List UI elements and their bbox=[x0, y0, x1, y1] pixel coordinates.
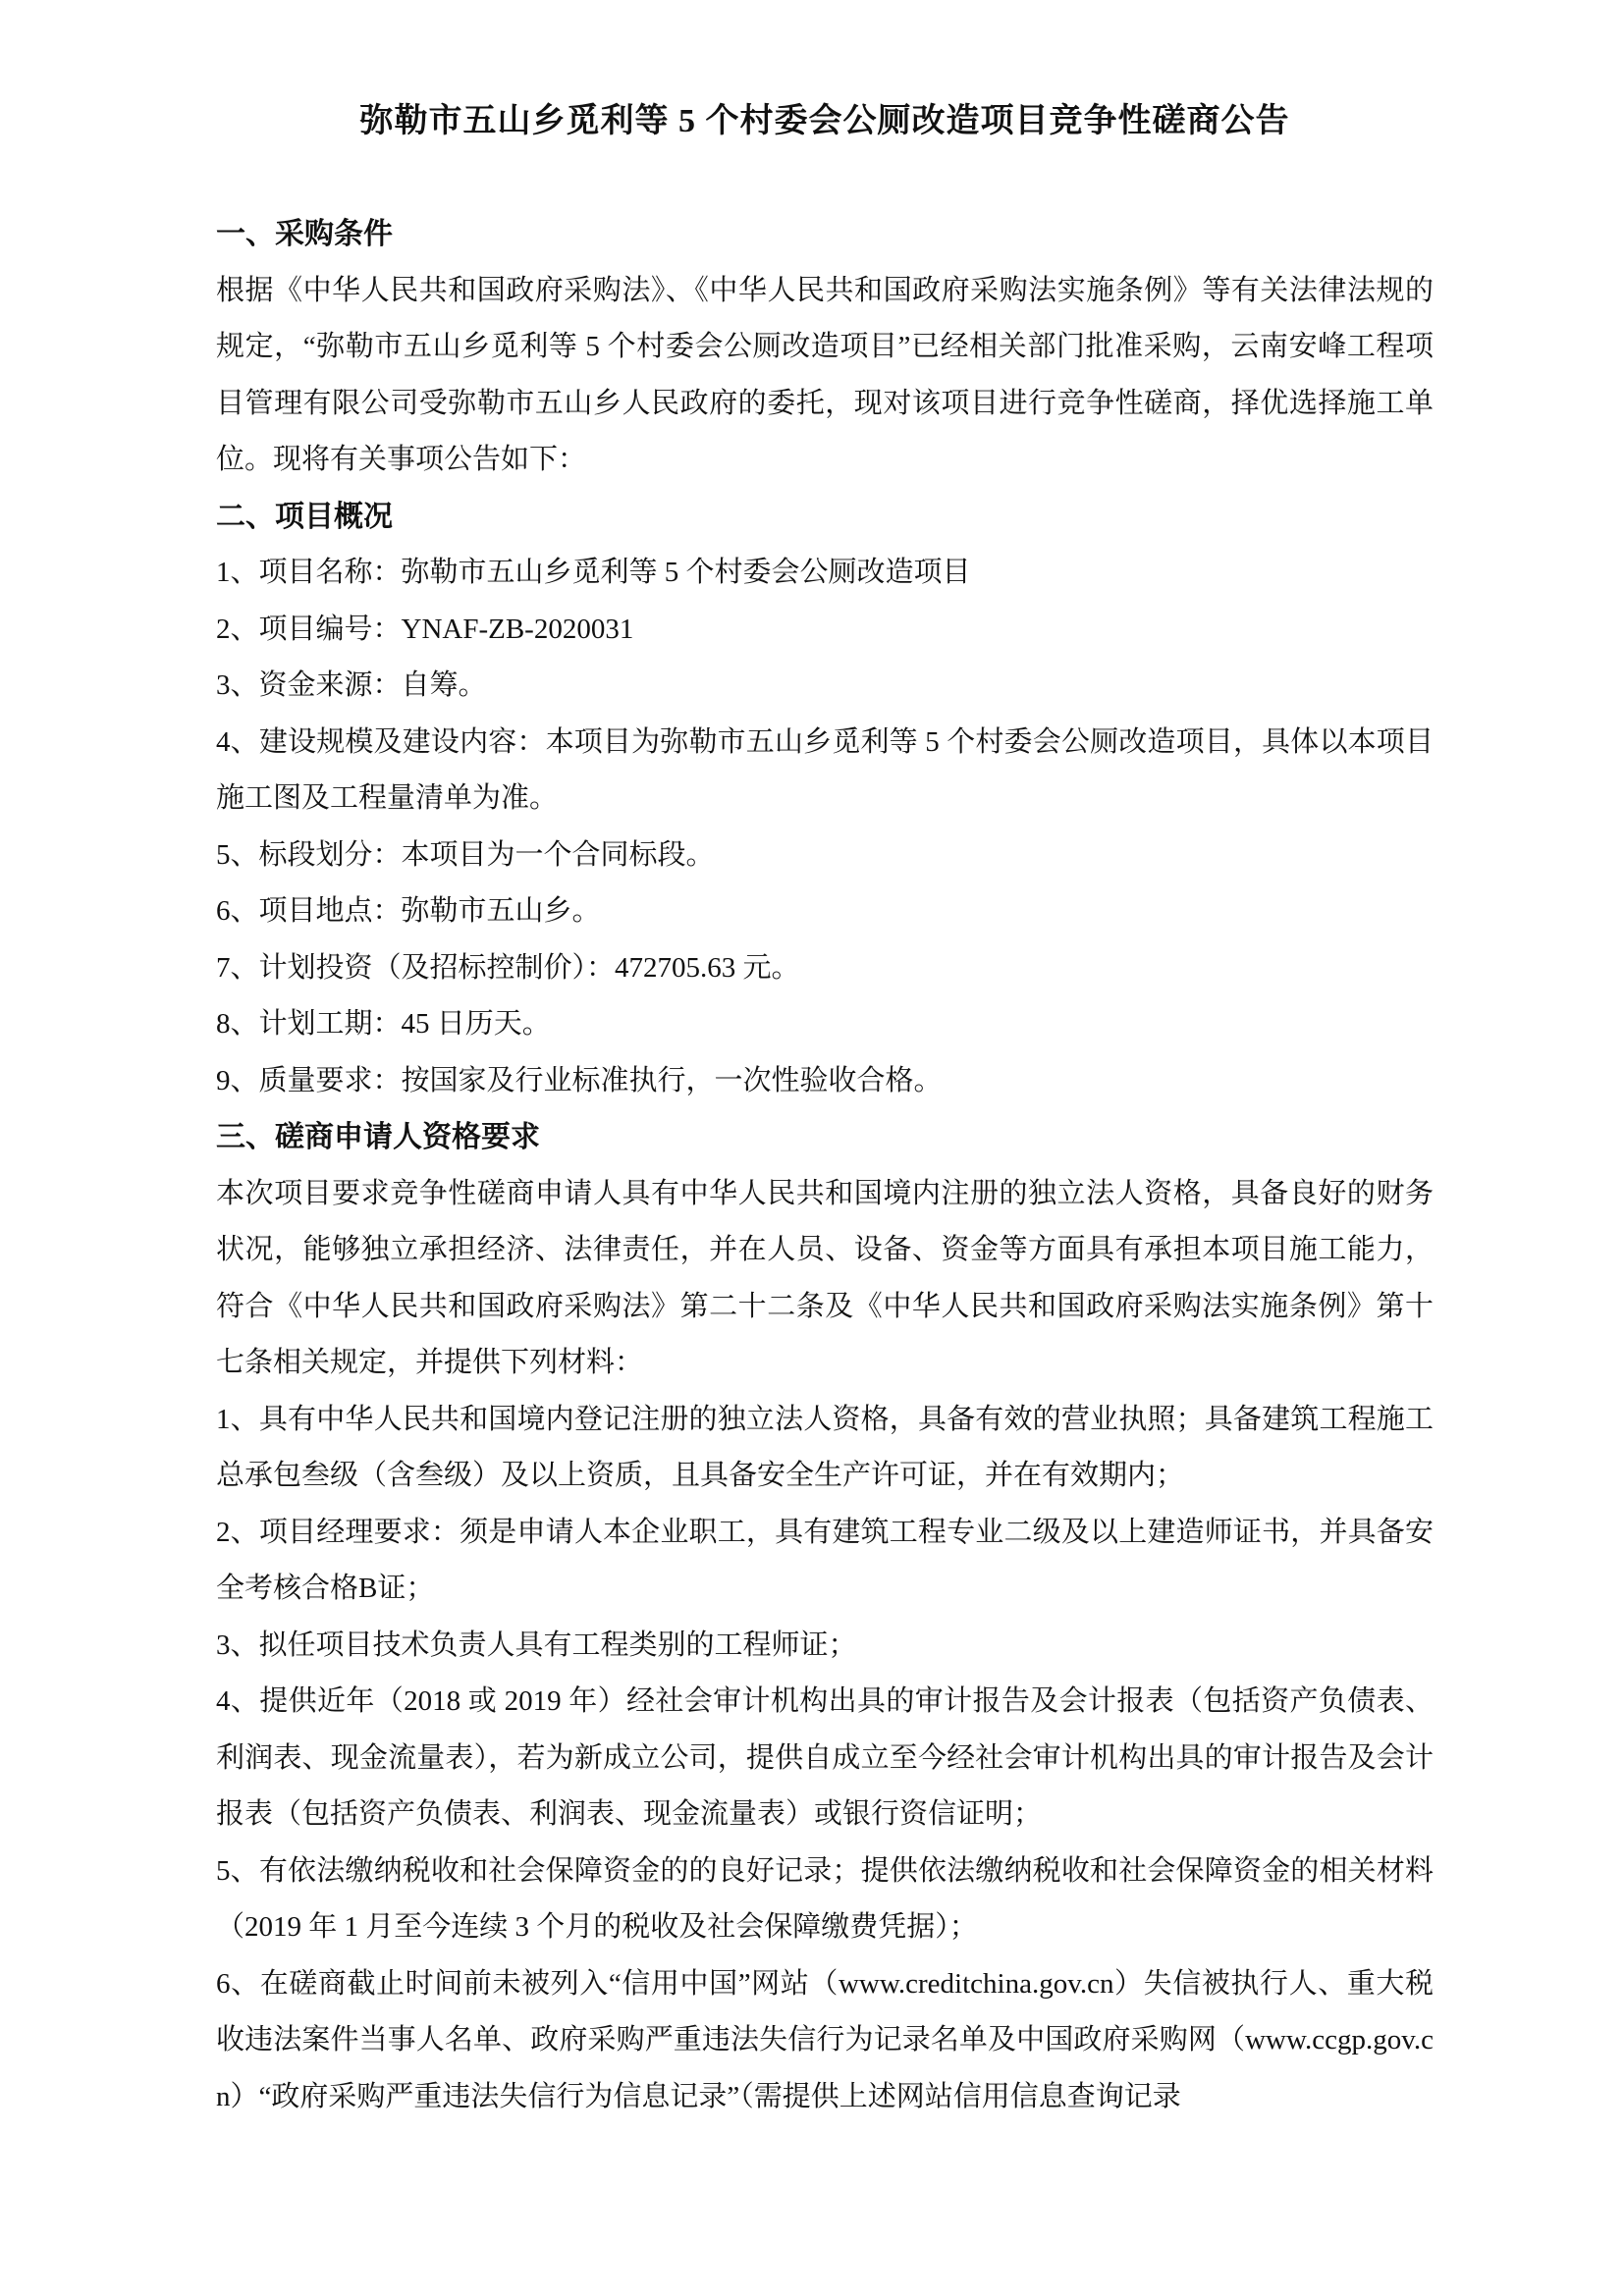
section-heading-project-overview: 二、项目概况 bbox=[216, 500, 393, 533]
item-project-location: 6、项目地点：弥勒市五山乡。 bbox=[216, 895, 601, 927]
section-heading-applicant-qualifications: 三、磋商申请人资格要求 bbox=[216, 1121, 540, 1153]
item-project-name: 1、项目名称：弥勒市五山乡觅利等 5 个村委会公厕改造项目 bbox=[216, 557, 971, 588]
section-heading-procurement-conditions: 一、采购条件 bbox=[216, 218, 393, 250]
item-funding-source: 3、资金来源：自筹。 bbox=[216, 669, 487, 701]
item-planned-duration: 8、计划工期：45 日历天。 bbox=[216, 1008, 551, 1040]
item-legal-person-qualification: 1、具有中华人民共和国境内登记注册的独立法人资格，具备有效的营业执照；具备建筑工程施工总承包叁级（含叁级）及以上资质，且具备安全生产许可证，并在有效期内； bbox=[216, 1403, 1434, 1491]
paragraph-procurement-basis: 根据《中华人民共和国政府采购法》、《中华人民共和国政府采购法实施条例》等有关法律法规的规定，“弥勒市五山乡觅利等 5 个村委会公厕改造项目”已经相关部门批准采购，云南安峰工程项目管理有限公司受弥勒市五山乡人民政府的委托，现对该项目进行竞争性磋商，择优选择施工单位。现将有关事项公告如下： bbox=[216, 274, 1434, 475]
item-technical-director-requirement: 3、拟任项目技术负责人具有工程类别的工程师证； bbox=[216, 1629, 857, 1661]
item-construction-scope: 4、建设规模及建设内容：本项目为弥勒市五山乡觅利等 5 个村委会公厕改造项目，具体以本项目施工图及工程量清单为准。 bbox=[216, 725, 1434, 814]
item-planned-investment: 7、计划投资（及招标控制价）：472705.63 元。 bbox=[216, 951, 800, 984]
item-audit-report-requirement: 4、提供近年（2018 或 2019 年）经社会审计机构出具的审计报告及会计报表（包括资产负债表、利润表、现金流量表），若为新成立公司，提供自成立至今经社会审计机构出具的审计报告及会计报表（包括资产负债表、利润表、现金流量表）或银行资信证明； bbox=[216, 1685, 1434, 1830]
paragraph-qualification-intro: 本次项目要求竞争性磋商申请人具有中华人民共和国境内注册的独立法人资格，具备良好的财务状况，能够独立承担经济、法律责任，并在人员、设备、资金等方面具有承担本项目施工能力，符合《中华人民共和国政府采购法》第二十二条及《中华人民共和国政府采购法实施条例》第十七条相关规定，并提供下列材料： bbox=[216, 1177, 1434, 1378]
item-tax-social-security-requirement: 5、有依法缴纳税收和社会保障资金的的良好记录；提供依法缴纳税收和社会保障资金的相关材料（2019 年 1 月至今连续 3 个月的税收及社会保障缴费凭据）； bbox=[216, 1854, 1434, 1943]
item-project-number: 2、项目编号：YNAF-ZB-2020031 bbox=[216, 613, 634, 645]
item-project-manager-requirement: 2、项目经理要求：须是申请人本企业职工，具有建筑工程专业二级及以上建造师证书，并具备安全考核合格B证； bbox=[216, 1516, 1434, 1604]
document-title: 弥勒市五山乡觅利等 5 个村委会公厕改造项目竞争性磋商公告 bbox=[359, 103, 1290, 139]
item-credit-record-requirement: 6、在磋商截止时间前未被列入“信用中国”网站（www.creditchina.gov.cn）失信被执行人、重大税收违法案件当事人名单、政府采购严重违法失信行为记录名单及中国政府采购网（www.ccgp.gov.cn）“政府采购严重违法失信行为信息记录”（需提供上述网站信用信息查询记录 bbox=[216, 1967, 1434, 2112]
item-bid-section-division: 5、标段划分：本项目为一个合同标段。 bbox=[216, 838, 715, 871]
item-quality-requirement: 9、质量要求：按国家及行业标准执行，一次性验收合格。 bbox=[216, 1064, 943, 1096]
